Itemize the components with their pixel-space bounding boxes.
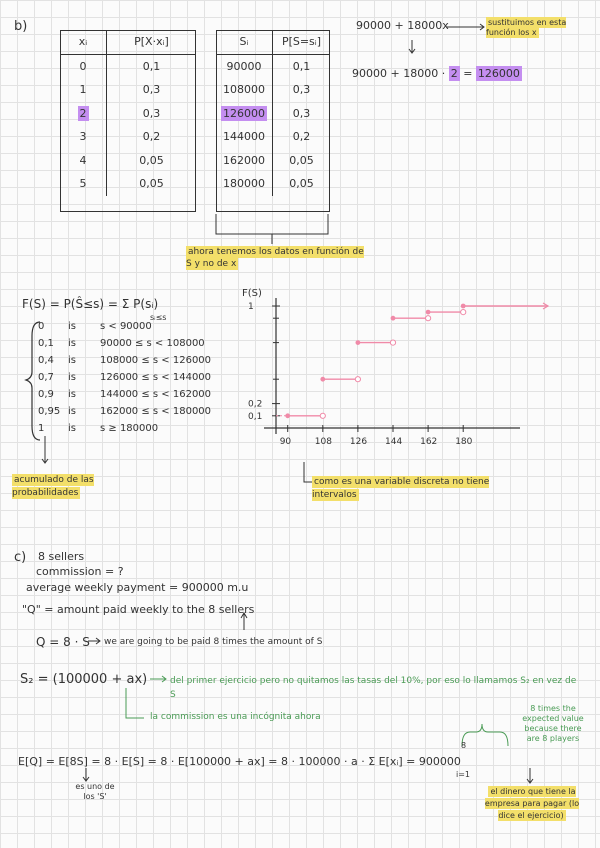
table-cell: 2 bbox=[60, 102, 107, 126]
table-cell: 0,1 bbox=[142, 59, 161, 73]
sum-bottom: i=1 bbox=[456, 770, 471, 779]
commission: commission = ? bbox=[36, 565, 124, 578]
cdf-case-is: is bbox=[68, 389, 76, 400]
expected-equation: E[Q] = E[8S] = 8 · E[S] = 8 · E[100000 + ax] = 8 · 100000 · a · Σ E[xᵢ] = 900000 bbox=[18, 755, 461, 768]
x-tick-label: 126 bbox=[349, 437, 368, 447]
sellers: 8 sellers bbox=[38, 550, 85, 563]
table-cell: 162000 bbox=[216, 149, 273, 173]
cdf-case-value: 0 bbox=[38, 321, 45, 332]
cdf-sum-sub: sᵢ≤s bbox=[150, 313, 167, 322]
sum-top: 8 bbox=[461, 741, 467, 750]
es-uno-note: es uno de los 'S' bbox=[75, 782, 115, 801]
a-note: la commission es una incógnita ahora bbox=[150, 712, 321, 722]
table-cell: 126000 bbox=[216, 102, 273, 126]
q-definition: "Q" = amount paid weekly to the 8 sellers bbox=[22, 603, 255, 616]
table-cell: 108000 bbox=[216, 78, 273, 102]
cdf-case-condition: 108000 ≤ s < 126000 bbox=[100, 355, 212, 366]
plot-note: como es una variable discreta no tiene intervalos bbox=[312, 477, 490, 501]
table-cell: 0,2 bbox=[292, 130, 311, 144]
y-tick-label: 0,2 bbox=[248, 399, 263, 410]
table-cell: 0,05 bbox=[289, 153, 314, 167]
s2-note: del primer ejercicio pero no quitamos las tasas del 10%, por eso lo llamamos S₂ en vez de S bbox=[170, 676, 577, 701]
col-header-s: Sᵢ bbox=[216, 30, 273, 54]
x-tick-label: 180 bbox=[455, 437, 473, 447]
table-cell: 0,05 bbox=[139, 177, 164, 191]
s2-equation: S₂ = (100000 + ax) bbox=[20, 672, 148, 687]
cdf-case-condition: 126000 ≤ s < 144000 bbox=[100, 372, 212, 383]
table-cell: 1 bbox=[60, 78, 107, 102]
q-equation-note: we are going to be paid 8 times the amount of S bbox=[104, 637, 323, 647]
cdf-case-condition: 144000 ≤ s < 162000 bbox=[100, 389, 212, 400]
cdf-note: acumulado de las probabilidades bbox=[12, 475, 94, 498]
table-cell: 180000 bbox=[216, 172, 273, 196]
cdf-case-condition: s ≥ 180000 bbox=[100, 423, 159, 434]
cdf-case-value: 0,95 bbox=[38, 406, 61, 417]
x-tick-label: 144 bbox=[385, 437, 403, 447]
cdf-case-value: 0,4 bbox=[38, 355, 54, 366]
cdf-case-is: is bbox=[68, 406, 76, 417]
part-c-label: c) bbox=[14, 550, 27, 565]
table-cell: 0,1 bbox=[292, 59, 311, 73]
cdf-case-is: is bbox=[68, 423, 76, 434]
cdf-case-condition: s < 90000 bbox=[100, 321, 152, 332]
table-cell: 3 bbox=[60, 125, 107, 149]
cdf-case-is: is bbox=[68, 321, 76, 332]
cdf-case-condition: 162000 ≤ s < 180000 bbox=[100, 406, 212, 417]
col-header-p: P[X·xᵢ] bbox=[107, 30, 197, 54]
cdf-case-is: is bbox=[68, 338, 76, 349]
y-tick-label: 1 bbox=[248, 302, 254, 312]
formula-note: sustituimos en esta función los x bbox=[486, 18, 567, 37]
table-cell: 0,05 bbox=[139, 153, 164, 167]
table-cell: 90000 bbox=[216, 54, 273, 78]
table-cell: 0,2 bbox=[142, 130, 161, 144]
table-cell: 5 bbox=[60, 172, 107, 196]
part-b-label: b) bbox=[14, 19, 28, 34]
col-header-x: xᵢ bbox=[60, 30, 107, 54]
formula-substitution: 90000 + 18000 · 2 = 126000 bbox=[352, 67, 520, 80]
table-note: ahora tenemos los datos en función de S y no de x bbox=[186, 247, 364, 270]
table-cell: 0,3 bbox=[292, 106, 311, 120]
y-tick-label: 0,1 bbox=[248, 411, 263, 422]
table-cell: 0,3 bbox=[142, 106, 161, 120]
cdf-case-value: 0,1 bbox=[38, 338, 54, 349]
cdf-case-condition: 90000 ≤ s < 108000 bbox=[100, 338, 205, 349]
average-weekly: average weekly payment = 900000 m.u bbox=[26, 581, 249, 594]
table-cell: 0,05 bbox=[289, 177, 314, 191]
formula-top: 90000 + 18000x bbox=[356, 19, 449, 32]
cdf-definition: F(S) = P(Ŝ≤s) = Σ P(sᵢ) bbox=[22, 297, 159, 311]
cdf-case-is: is bbox=[68, 355, 76, 366]
cdf-case-value: 0,7 bbox=[38, 372, 54, 383]
highlight-x: 2 bbox=[450, 67, 458, 80]
x-tick-label: 162 bbox=[420, 437, 438, 447]
col-header-ps: P[S=sᵢ] bbox=[273, 30, 331, 54]
dinero-note: el dinero que tiene la empresa para pagar (lo dice el ejercicio) bbox=[484, 787, 580, 820]
eight-times-note: 8 times the expected value because there are 8 players bbox=[522, 704, 584, 743]
cdf-case-value: 0,9 bbox=[38, 389, 54, 400]
table-cell: 0 bbox=[60, 54, 107, 78]
table-cell: 4 bbox=[60, 149, 107, 173]
x-tick-label: 90 bbox=[279, 437, 292, 447]
table-cell: 0,3 bbox=[142, 83, 161, 97]
table-cell: 144000 bbox=[216, 125, 273, 149]
cdf-case-value: 1 bbox=[38, 423, 45, 434]
y-axis-label: F(S) bbox=[242, 288, 262, 299]
table-cell: 0,3 bbox=[292, 83, 311, 97]
highlight-result: 126000 bbox=[477, 67, 520, 80]
q-equation: Q = 8 · S bbox=[36, 635, 90, 649]
x-tick-label: 108 bbox=[314, 437, 332, 447]
cdf-case-is: is bbox=[68, 372, 76, 383]
